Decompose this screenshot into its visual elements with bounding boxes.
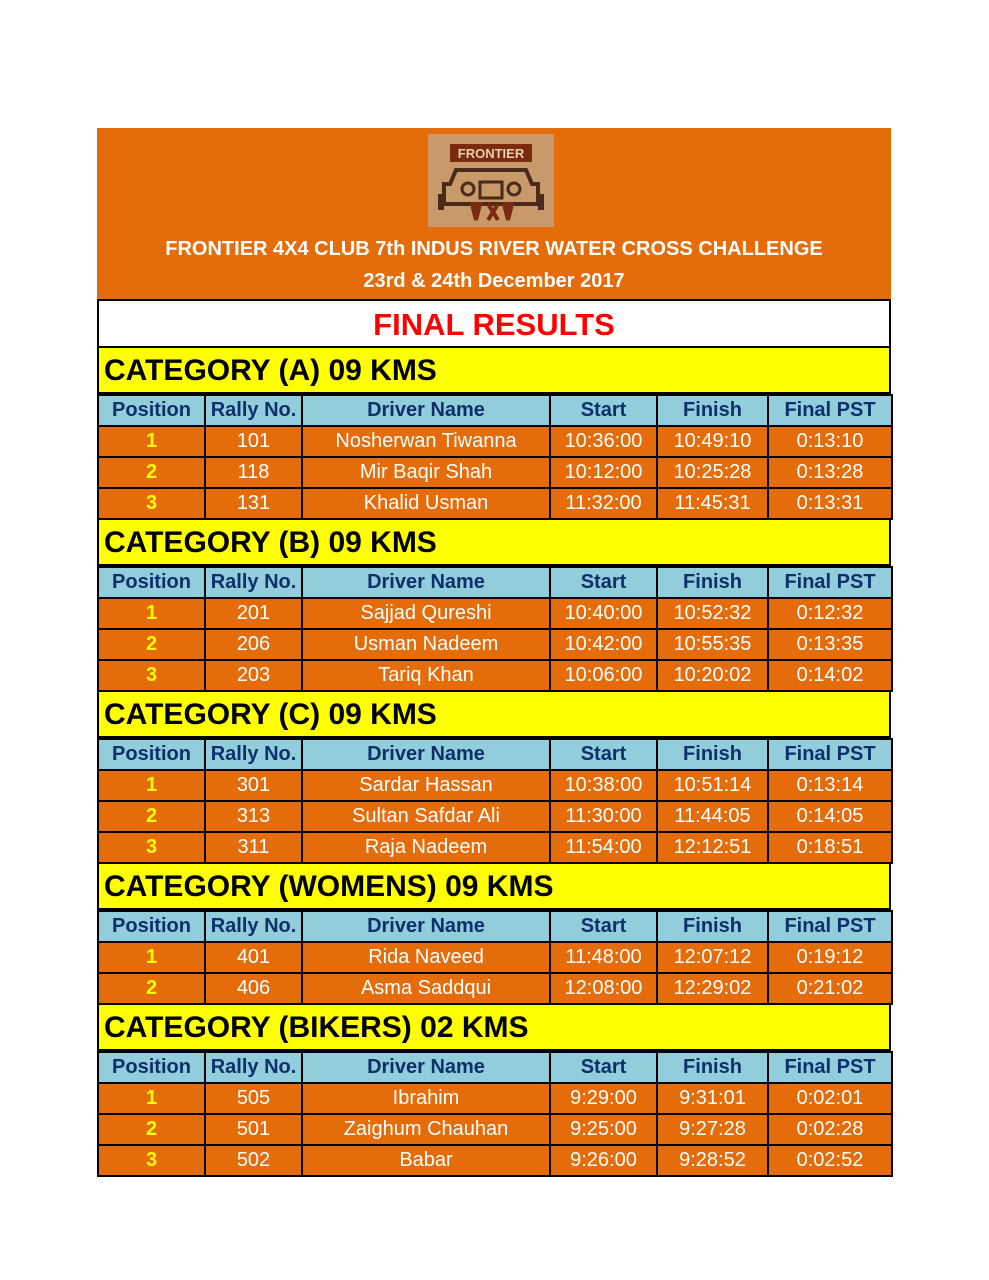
cell-final-pst: 0:13:14 xyxy=(768,770,892,801)
cell-start: 10:42:00 xyxy=(550,629,657,660)
cell-position: 1 xyxy=(98,942,205,973)
table-header-row xyxy=(98,567,892,598)
column-header-start: Start xyxy=(550,739,657,770)
logo-text: FRONTIER xyxy=(457,146,525,161)
categories-container xyxy=(97,348,891,1177)
cell-position: 2 xyxy=(98,973,205,1004)
cell-rally-no: 313 xyxy=(205,801,302,832)
column-header-position: Position xyxy=(98,567,205,598)
cell-driver-name: Nosherwan Tiwanna xyxy=(302,426,550,457)
cell-position: 3 xyxy=(98,1145,205,1176)
cell-driver-name: Mir Baqir Shah xyxy=(302,457,550,488)
cell-position: 3 xyxy=(98,832,205,863)
cell-rally-no: 311 xyxy=(205,832,302,863)
column-header-start: Start xyxy=(550,567,657,598)
table-row xyxy=(98,598,892,629)
cell-rally-no: 401 xyxy=(205,942,302,973)
column-header-driver-name: Driver Name xyxy=(302,739,550,770)
cell-start: 11:48:00 xyxy=(550,942,657,973)
cell-finish: 9:31:01 xyxy=(657,1083,768,1114)
column-header-finish: Finish xyxy=(657,911,768,942)
table-row xyxy=(98,426,892,457)
table-row xyxy=(98,770,892,801)
column-header-position: Position xyxy=(98,395,205,426)
cell-finish: 12:12:51 xyxy=(657,832,768,863)
cell-rally-no: 201 xyxy=(205,598,302,629)
cell-finish: 11:45:31 xyxy=(657,488,768,519)
column-header-finish: Finish xyxy=(657,1052,768,1083)
column-header-finish: Finish xyxy=(657,567,768,598)
column-header-rally-no: Rally No. xyxy=(205,567,302,598)
cell-final-pst: 0:19:12 xyxy=(768,942,892,973)
cell-start: 11:54:00 xyxy=(550,832,657,863)
cell-final-pst: 0:14:02 xyxy=(768,660,892,691)
header-banner xyxy=(97,128,891,299)
table-header-row xyxy=(98,1052,892,1083)
cell-finish: 10:49:10 xyxy=(657,426,768,457)
results-table xyxy=(97,566,893,692)
table-row xyxy=(98,457,892,488)
column-header-final-pst: Final PST xyxy=(768,1052,892,1083)
category-title: CATEGORY (B) 09 KMS xyxy=(97,520,891,566)
category-title: CATEGORY (WOMENS) 09 KMS xyxy=(97,864,891,910)
table-row xyxy=(98,1145,892,1176)
column-header-position: Position xyxy=(98,739,205,770)
cell-driver-name: Tariq Khan xyxy=(302,660,550,691)
cell-finish: 10:20:02 xyxy=(657,660,768,691)
cell-position: 1 xyxy=(98,1083,205,1114)
cell-final-pst: 0:21:02 xyxy=(768,973,892,1004)
cell-position: 2 xyxy=(98,801,205,832)
table-header-row xyxy=(98,739,892,770)
event-dates: 23rd & 24th December 2017 xyxy=(363,270,625,292)
cell-start: 11:32:00 xyxy=(550,488,657,519)
column-header-rally-no: Rally No. xyxy=(205,395,302,426)
cell-final-pst: 0:12:32 xyxy=(768,598,892,629)
cell-final-pst: 0:13:35 xyxy=(768,629,892,660)
cell-driver-name: Ibrahim xyxy=(302,1083,550,1114)
cell-position: 3 xyxy=(98,660,205,691)
cell-driver-name: Sajjad Qureshi xyxy=(302,598,550,629)
column-header-driver-name: Driver Name xyxy=(302,567,550,598)
cell-rally-no: 301 xyxy=(205,770,302,801)
cell-final-pst: 0:13:31 xyxy=(768,488,892,519)
column-header-driver-name: Driver Name xyxy=(302,1052,550,1083)
column-header-position: Position xyxy=(98,911,205,942)
column-header-final-pst: Final PST xyxy=(768,911,892,942)
column-header-rally-no: Rally No. xyxy=(205,739,302,770)
column-header-finish: Finish xyxy=(657,395,768,426)
cell-start: 10:12:00 xyxy=(550,457,657,488)
cell-rally-no: 203 xyxy=(205,660,302,691)
table-header-row xyxy=(98,911,892,942)
cell-rally-no: 505 xyxy=(205,1083,302,1114)
cell-position: 1 xyxy=(98,598,205,629)
category-title: CATEGORY (BIKERS) 02 KMS xyxy=(97,1005,891,1051)
results-table xyxy=(97,1051,893,1177)
cell-position: 2 xyxy=(98,457,205,488)
column-header-rally-no: Rally No. xyxy=(205,911,302,942)
column-header-final-pst: Final PST xyxy=(768,567,892,598)
column-header-driver-name: Driver Name xyxy=(302,911,550,942)
cell-start: 10:38:00 xyxy=(550,770,657,801)
cell-rally-no: 131 xyxy=(205,488,302,519)
cell-driver-name: Babar xyxy=(302,1145,550,1176)
cell-final-pst: 0:02:28 xyxy=(768,1114,892,1145)
cell-finish: 10:55:35 xyxy=(657,629,768,660)
club-logo xyxy=(428,134,554,227)
column-header-final-pst: Final PST xyxy=(768,395,892,426)
cell-rally-no: 502 xyxy=(205,1145,302,1176)
table-row xyxy=(98,832,892,863)
column-header-position: Position xyxy=(98,1052,205,1083)
event-title: FRONTIER 4X4 CLUB 7th INDUS RIVER WATER CROSS CHALLENGE xyxy=(165,238,823,260)
table-row xyxy=(98,973,892,1004)
table-row xyxy=(98,942,892,973)
cell-start: 10:06:00 xyxy=(550,660,657,691)
cell-start: 10:40:00 xyxy=(550,598,657,629)
cell-start: 9:29:00 xyxy=(550,1083,657,1114)
cell-start: 12:08:00 xyxy=(550,973,657,1004)
cell-finish: 9:27:28 xyxy=(657,1114,768,1145)
table-header-row xyxy=(98,395,892,426)
column-header-driver-name: Driver Name xyxy=(302,395,550,426)
cell-final-pst: 0:02:01 xyxy=(768,1083,892,1114)
cell-driver-name: Rida Naveed xyxy=(302,942,550,973)
cell-driver-name: Usman Nadeem xyxy=(302,629,550,660)
cell-position: 1 xyxy=(98,426,205,457)
table-row xyxy=(98,488,892,519)
column-header-start: Start xyxy=(550,911,657,942)
cell-finish: 10:51:14 xyxy=(657,770,768,801)
cell-rally-no: 118 xyxy=(205,457,302,488)
results-table xyxy=(97,394,893,520)
cell-final-pst: 0:18:51 xyxy=(768,832,892,863)
cell-finish: 12:29:02 xyxy=(657,973,768,1004)
column-header-start: Start xyxy=(550,395,657,426)
column-header-rally-no: Rally No. xyxy=(205,1052,302,1083)
cell-finish: 10:25:28 xyxy=(657,457,768,488)
jeep-logo-icon xyxy=(428,134,554,227)
cell-start: 9:25:00 xyxy=(550,1114,657,1145)
cell-final-pst: 0:02:52 xyxy=(768,1145,892,1176)
cell-driver-name: Zaighum Chauhan xyxy=(302,1114,550,1145)
cell-start: 10:36:00 xyxy=(550,426,657,457)
cell-driver-name: Sardar Hassan xyxy=(302,770,550,801)
cell-driver-name: Raja Nadeem xyxy=(302,832,550,863)
cell-driver-name: Asma Saddqui xyxy=(302,973,550,1004)
final-results-title: FINAL RESULTS xyxy=(97,299,891,348)
cell-finish: 12:07:12 xyxy=(657,942,768,973)
category-title: CATEGORY (A) 09 KMS xyxy=(97,348,891,394)
cell-driver-name: Khalid Usman xyxy=(302,488,550,519)
cell-rally-no: 206 xyxy=(205,629,302,660)
cell-position: 2 xyxy=(98,1114,205,1145)
cell-rally-no: 501 xyxy=(205,1114,302,1145)
cell-position: 3 xyxy=(98,488,205,519)
cell-final-pst: 0:13:28 xyxy=(768,457,892,488)
cell-final-pst: 0:13:10 xyxy=(768,426,892,457)
column-header-final-pst: Final PST xyxy=(768,739,892,770)
cell-position: 1 xyxy=(98,770,205,801)
cell-finish: 11:44:05 xyxy=(657,801,768,832)
column-header-start: Start xyxy=(550,1052,657,1083)
column-header-finish: Finish xyxy=(657,739,768,770)
cell-finish: 9:28:52 xyxy=(657,1145,768,1176)
cell-start: 11:30:00 xyxy=(550,801,657,832)
table-row xyxy=(98,1083,892,1114)
results-table xyxy=(97,738,893,864)
cell-driver-name: Sultan Safdar Ali xyxy=(302,801,550,832)
table-row xyxy=(98,1114,892,1145)
table-row xyxy=(98,801,892,832)
cell-rally-no: 406 xyxy=(205,973,302,1004)
category-title: CATEGORY (C) 09 KMS xyxy=(97,692,891,738)
table-row xyxy=(98,629,892,660)
cell-finish: 10:52:32 xyxy=(657,598,768,629)
cell-start: 9:26:00 xyxy=(550,1145,657,1176)
cell-rally-no: 101 xyxy=(205,426,302,457)
table-row xyxy=(98,660,892,691)
cell-final-pst: 0:14:05 xyxy=(768,801,892,832)
results-table xyxy=(97,910,893,1005)
cell-position: 2 xyxy=(98,629,205,660)
results-sheet xyxy=(97,128,891,1177)
